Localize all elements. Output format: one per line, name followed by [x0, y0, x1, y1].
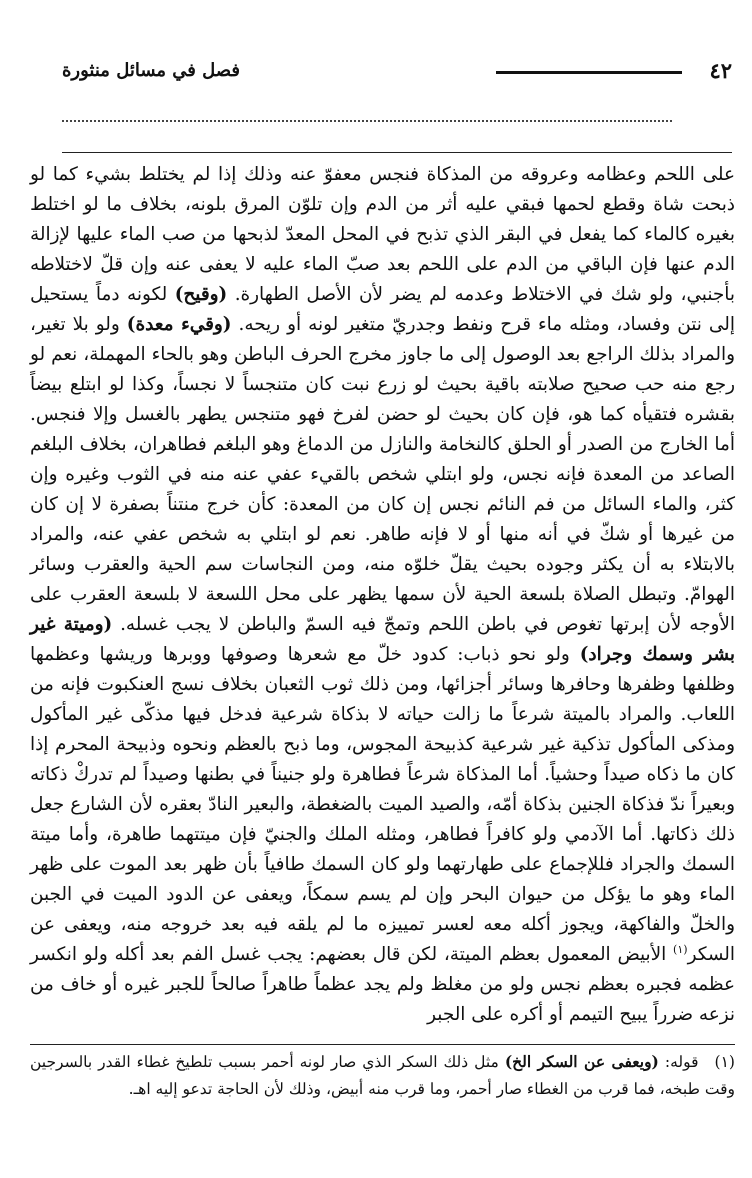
page-number: ٤٢ — [709, 58, 732, 83]
text-segment: على اللحم وعظامه وعروقه من المذكاة فنجس معفوّ عنه وذلك إذا لم يختلط بشيء كما لو ذبحت شاة وقطع لحمها فبقي عليه أثر من الدم وإن تلوّن المرق بلونه، بخلاف ما لو اختلط بغيره كالماء كما يفعل في البقر الذي تذبح في المحل المعدّ لذبحها من صب الماء عليها لإزالة الدم عنها فإن الباقي من الدم على اللحم بعد صبّ الماء عليه لا يعفى عنه وإن قلّ لاختلاطه بأجنبي، ولو شك في الاختلاط وعدمه لم يضر لأن الأصل الطهارة. — [30, 164, 735, 305]
main-text — [30, 160, 735, 1030]
header-rule — [496, 71, 682, 74]
keyword: (وميتة غير بشر وسمك وجراد) — [30, 614, 736, 665]
footnote — [30, 1048, 735, 1103]
page-header — [62, 56, 732, 86]
keyword: (وقيح) — [174, 284, 228, 305]
footnote-paragraph — [30, 1048, 735, 1103]
footnote-separator — [30, 1044, 735, 1045]
text-segment: لكونه دماً يستحيل إلى نتن وفساد، ومثله ماء قرح ونفط وجدريّ متغير لونه أو ريحه. — [30, 284, 735, 335]
dotted-divider — [62, 120, 672, 122]
text-segment: الأبيض المعمول بعظم الميتة، لكن قال بعضهم: يجب غسل الفم بعد أكله ولو انكسر عظمه فجبره بعظم نجس ولو من مغلظ ولم يجد عظماً طاهراً صالحاً للجبر غيره أو خاف من نزعه ضرراً يبيح التيمم أو أكره على الجبر — [30, 944, 735, 1025]
footnote-marker: (١) — [714, 1053, 735, 1071]
footnote-intro: قوله: — [664, 1053, 699, 1071]
section-title: فصل في مسائل منثورة — [62, 60, 241, 81]
footnote-keyword: (ويعفى عن السكر الخ) — [504, 1052, 659, 1071]
text-segment: ولو نحو ذباب: كدود خلّ مع شعرها وصوفها ووبرها وريشها وعظمها وظلفها وظفرها وحافرها وسائر أجزائها، ومن ذلك ثوب الثعبان بخلاف نسج العنكبوت فإنه من اللعاب. والمراد بالميتة شرعاً ما زالت حياته لا بذكاة شرعية فدخل فيها مذكّى غير المأكول ومذكى المأكول تذكية غير شرعية كذبيحة المجوس، وما ذبح بالعظم ونحوه وذبيحة المحرم إذا كان ما ذكاه صيداً وحشياً. أما المذكاة شرعاً فطاهرة ولو جنيناً في بطنها وصيداً لم تدركْ ذكاته وبعيراً ندّ فذكاة الجنين بذكاة أمّه، والصيد الميت بالضغطة، والبعير النادّ بعقره لأن الشارع جعل ذلك ذكاتها. أما الآدمي ولو كافراً فطاهر، ومثله الملك والجنيّ فإن ميتتهما طاهرة، وأما ميتة السمك والجراد فللإجماع على طهارتهما ولو كان السمك طافياً بأن ظهر بعد الموت على ظهر الماء وهو ما يؤكل من حيوان البحر وإن لم يسم سمكاً، ويعفى عن الدود الميت في الجبن والخلّ والفاكهة، ويجوز أكله معه لعسر تمييزه ما لم يلقه فيه بعد خروجه منه، ويعفى عن السكر — [30, 644, 735, 965]
text-segment: ولو بلا تغير، والمراد بذلك الراجع بعد الوصول إلى ما جاوز مخرج الحرف الباطن وهو بالحاء المهملة، نعم لو رجع منه حب صحيح صلابته باقية بحيث لو زرع نبت كان متنجساً لا نجساً، وكذا لو ابتلع بيضاً بقشره فتقيأه كما هو، فإن كان بحيث لو حضن لفرخ فهو متنجس يطهر بالغسل وإلا فنجس. أما الخارج من الصدر أو الحلق كالنخامة والنازل من الدماغ وهو البلغم فطاهران، بخلاف البلغم الصاعد من المعدة فإنه نجس، ولو ابتلي شخص بالقيء عفي عنه منه في الثوب وغيره وإن كثر، والماء السائل من فم النائم نجس إن كان من المعدة: كأن خرج منتناً بصفرة لا إن كان من غيرها أو شكّ في أنه منها أو لا فإنه طاهر. نعم لو ابتلي به شخص عفي عنه، والمراد بالابتلاء به أن يكثر وجوده بحيث يقلّ خلوّه منه، ومن النجاسات سم الحية والعقرب وسائر الهوامّ. وتبطل الصلاة بلسعة الحية لأن سمها يظهر على محل اللسعة لا بلسعة العقرب على الأوجه لأن إبرتها تغوص في باطن اللحم وتمجّ فيه السمّ والباطن لا يجب غسله. — [30, 314, 735, 635]
footnote-text: مثل ذلك السكر الذي صار لونه أحمر بسبب تلطيخ غطاء القدر بالسرجين وقت طبخه، فما قرب من الغطاء صار أحمر، وما قرب منه أبيض، وذلك لأن الحاجة تدعو إليه اهـ. — [30, 1053, 735, 1098]
footnote-reference[interactable]: (١) — [673, 942, 688, 956]
paragraph — [30, 160, 735, 1030]
keyword: (وقيء معدة) — [126, 314, 232, 335]
header-separator — [62, 152, 732, 153]
